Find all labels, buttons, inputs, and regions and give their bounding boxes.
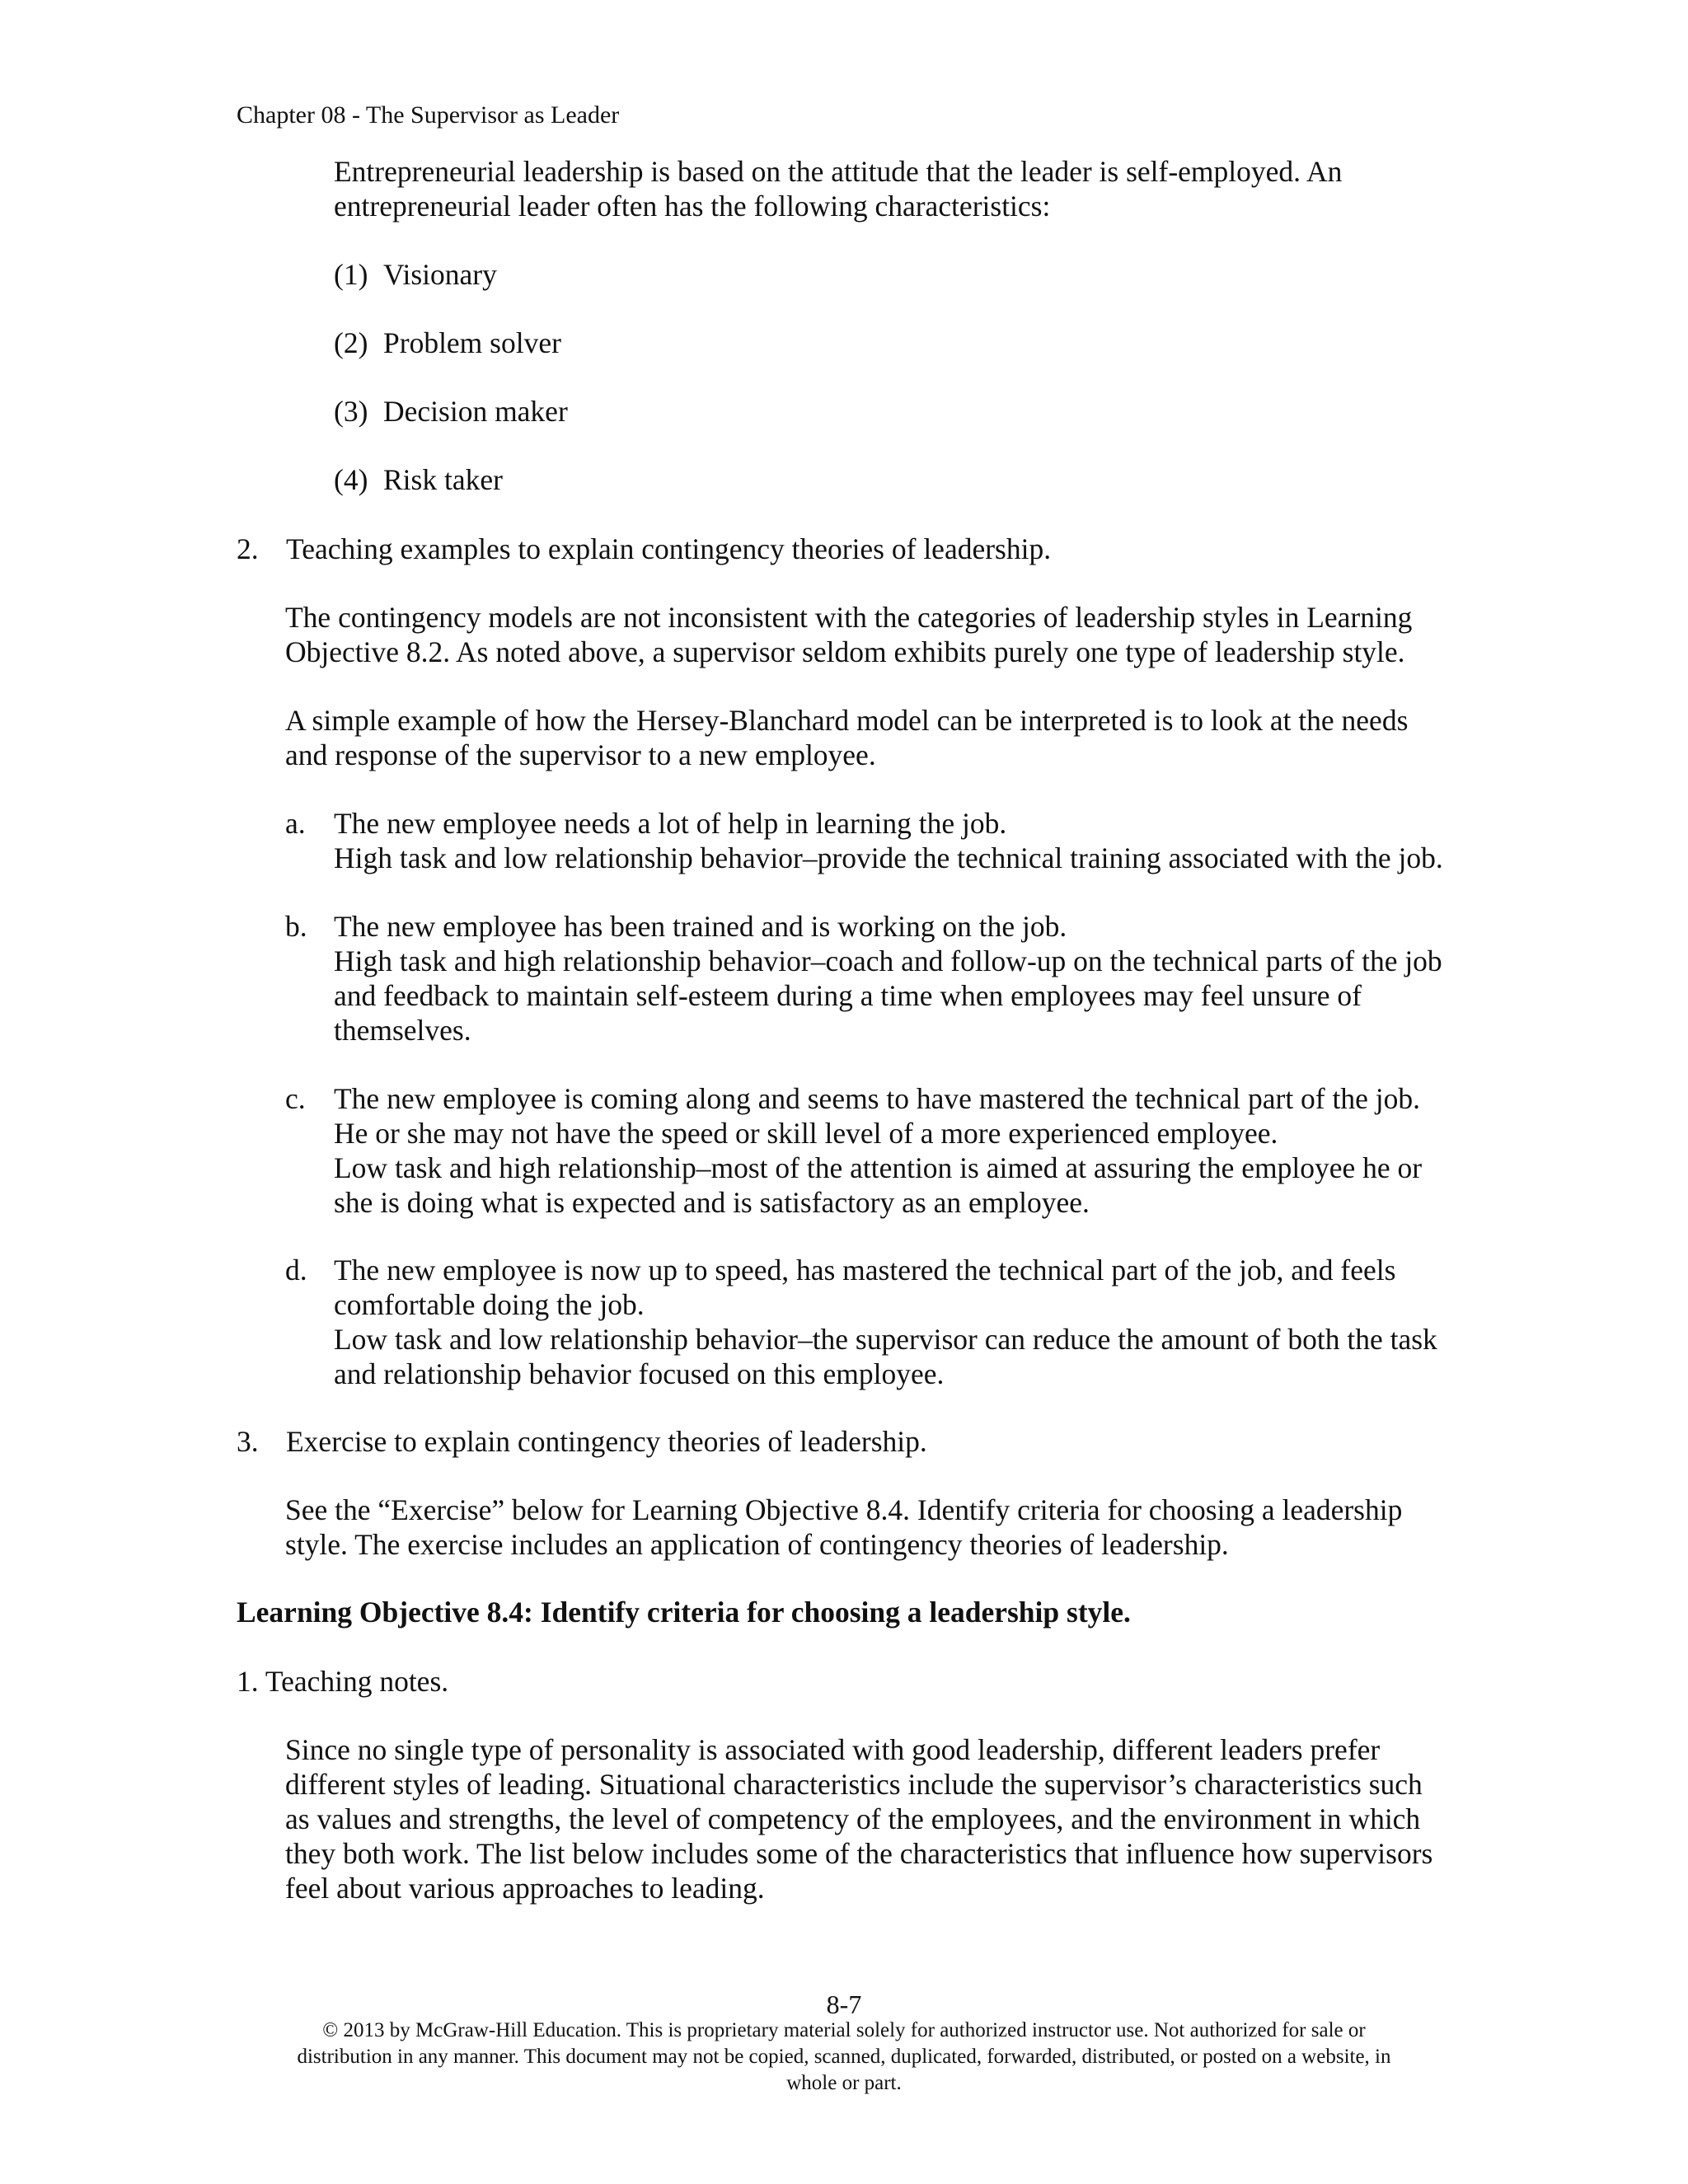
paragraph-line: See the “Exercise” below for Learning Objective 8.4. Identify criteria for choosing a leadership xyxy=(285,1493,1403,1526)
sub-item-line: Low task and low relationship behavior–the supervisor can reduce the amount of both the task xyxy=(334,1323,1437,1356)
sub-item-line: The new employee is coming along and seems to have mastered the technical part of the job. xyxy=(334,1082,1420,1115)
characteristic-item xyxy=(334,326,561,360)
copyright-notice xyxy=(0,2018,1688,2097)
numbered-item-3-title xyxy=(237,1424,1489,1459)
numbered-item-2-title xyxy=(237,532,1489,566)
paragraph-line: as values and strengths, the level of competency of the employees, and the environment in which xyxy=(285,1802,1421,1835)
sub-item-letter: c. xyxy=(285,1082,306,1115)
sub-item-body xyxy=(334,806,1443,875)
sub-item-body xyxy=(334,1253,1437,1391)
item3-paragraph xyxy=(285,1493,1489,1562)
characteristic-text: Visionary xyxy=(383,258,497,291)
sub-item-letter: d. xyxy=(285,1254,307,1286)
intro-line: entrepreneurial leader often has the following characteristics: xyxy=(334,190,1051,223)
paragraph-line: A simple example of how the Hersey-Blanchard model can be interpreted is to look at the needs xyxy=(285,704,1409,737)
paragraph-line: different styles of leading. Situational characteristics include the supervisor’s characteristics such xyxy=(285,1768,1423,1801)
intro-paragraph xyxy=(334,154,1488,223)
objective-paragraph xyxy=(285,1732,1489,1905)
sub-item-line: Low task and high relationship–most of the attention is aimed at assuring the employee he or xyxy=(334,1151,1423,1184)
characteristic-number: (2) xyxy=(334,326,368,359)
sub-item-line: comfortable doing the job. xyxy=(334,1288,645,1321)
characteristic-number: (4) xyxy=(334,463,368,496)
characteristic-number: (3) xyxy=(334,395,368,428)
sub-item-line: The new employee is now up to speed, has mastered the technical part of the job, and feels xyxy=(334,1254,1396,1286)
item2-paragraph-1 xyxy=(285,600,1489,669)
paragraph-line: feel about various approaches to leading. xyxy=(285,1872,765,1905)
teaching-notes-label: 1. Teaching notes. xyxy=(237,1665,449,1698)
paragraph-line: The contingency models are not inconsistent with the categories of leadership styles in Learning xyxy=(285,601,1413,634)
characteristic-text: Risk taker xyxy=(383,463,503,496)
item-number: 2. xyxy=(237,532,259,565)
sub-item-line: The new employee has been trained and is working on the job. xyxy=(334,910,1067,943)
copyright-line: distribution in any manner. This document may not be copied, scanned, duplicated, forwarded, distributed, or posted on a website, in xyxy=(297,2046,1391,2068)
copyright-line: © 2013 by McGraw-Hill Education. This is proprietary material solely for authorized instructor use. Not authorized for sale or xyxy=(322,2019,1366,2041)
characteristic-text: Decision maker xyxy=(383,395,568,428)
paragraph-line: and response of the supervisor to a new employee. xyxy=(285,738,876,771)
characteristic-number: (1) xyxy=(334,258,368,291)
sub-item-line: High task and high relationship behavior–coach and follow-up on the technical parts of the job xyxy=(334,944,1442,977)
paragraph-line: style. The exercise includes an application of contingency theories of leadership. xyxy=(285,1528,1229,1561)
learning-objective-heading: Learning Objective 8.4: Identify criteria for choosing a leadership style. xyxy=(237,1596,1131,1629)
sub-item-line: and feedback to maintain self-esteem during a time when employees may feel unsure of xyxy=(334,979,1362,1012)
sub-item-body xyxy=(334,1081,1422,1220)
intro-line: Entrepreneurial leadership is based on the attitude that the leader is self-employed. An xyxy=(334,155,1343,188)
copyright-line: whole or part. xyxy=(786,2072,902,2094)
sub-item-letter: b. xyxy=(285,910,307,943)
sub-item-line: The new employee needs a lot of help in learning the job. xyxy=(334,807,1007,840)
paragraph-line: Since no single type of personality is associated with good leadership, different leaders prefer xyxy=(285,1733,1381,1766)
item-title: Exercise to explain contingency theories of leadership. xyxy=(286,1425,927,1458)
characteristic-item xyxy=(334,462,503,497)
running-header: Chapter 08 - The Supervisor as Leader xyxy=(237,101,620,129)
page-number: 8-7 xyxy=(826,1990,862,2019)
characteristic-text: Problem solver xyxy=(383,326,561,359)
paragraph-line: Objective 8.2. As noted above, a supervisor seldom exhibits purely one type of leadership style. xyxy=(285,635,1405,668)
sub-item-body xyxy=(334,909,1442,1047)
characteristic-item xyxy=(334,257,497,292)
sub-item-letter: a. xyxy=(285,807,306,840)
sub-item-line: He or she may not have the speed or skill level of a more experienced employee. xyxy=(334,1117,1278,1150)
item2-paragraph-2 xyxy=(285,703,1489,772)
item-number: 3. xyxy=(237,1425,259,1458)
characteristic-item xyxy=(334,394,568,429)
item-title: Teaching examples to explain contingency theories of leadership. xyxy=(286,532,1052,565)
sub-item-line: themselves. xyxy=(334,1014,471,1047)
sub-item-line: she is doing what is expected and is satisfactory as an employee. xyxy=(334,1186,1090,1219)
sub-item-line: and relationship behavior focused on this employee. xyxy=(334,1357,945,1390)
paragraph-line: they both work. The list below includes some of the characteristics that influence how supervisors xyxy=(285,1837,1433,1870)
sub-item-line: High task and low relationship behavior–provide the technical training associated with the job. xyxy=(334,841,1443,874)
